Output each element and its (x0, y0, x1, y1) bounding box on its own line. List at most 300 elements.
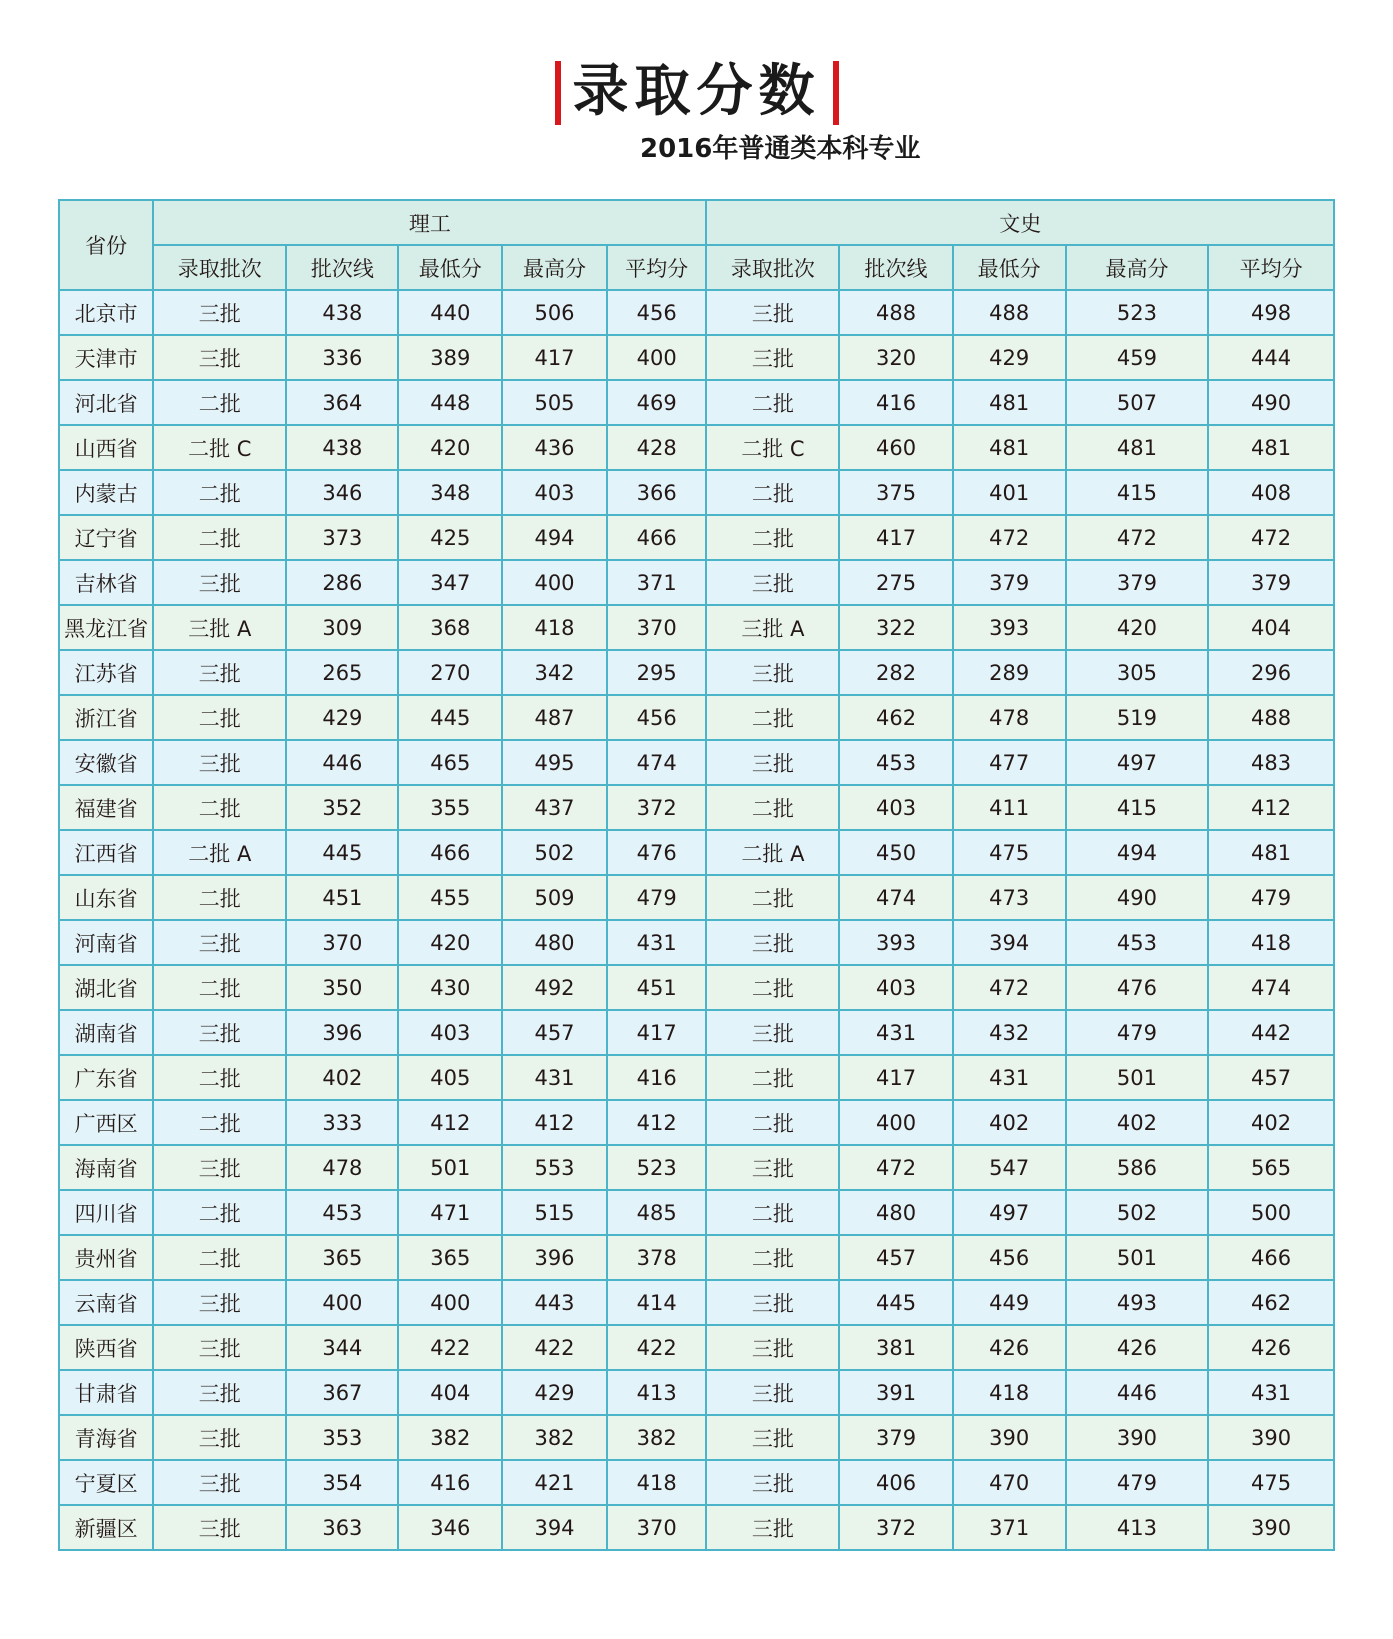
science-max-cell: 412 (502, 1100, 607, 1145)
province-cell: 江西省 (59, 830, 153, 875)
table-row (59, 425, 1334, 470)
arts-max-cell: 507 (1066, 380, 1208, 425)
arts-avg-cell: 390 (1208, 1505, 1334, 1550)
arts-batch-line-cell: 282 (839, 650, 952, 695)
admission-scores-table (58, 199, 1335, 1551)
science-avg-cell: 466 (607, 515, 707, 560)
arts-batch-cell: 二批 (706, 380, 839, 425)
province-cell: 黑龙江省 (59, 605, 153, 650)
science-batch-line-cell: 429 (286, 695, 398, 740)
arts-batch-line-cell: 372 (839, 1505, 952, 1550)
science-batch-cell: 二批 A (153, 830, 286, 875)
province-cell: 内蒙古 (59, 470, 153, 515)
science-max-cell: 480 (502, 920, 607, 965)
science-max-cell: 515 (502, 1190, 607, 1235)
science-batch-cell: 三批 (153, 335, 286, 380)
science-batch-line-cell: 364 (286, 380, 398, 425)
science-batch-line-cell: 336 (286, 335, 398, 380)
arts-min-cell: 402 (953, 1100, 1066, 1145)
arts-min-cell: 418 (953, 1370, 1066, 1415)
arts-min-cell: 426 (953, 1325, 1066, 1370)
science-min-cell: 440 (398, 290, 502, 335)
arts-min-cell: 456 (953, 1235, 1066, 1280)
province-cell: 河北省 (59, 380, 153, 425)
science-batch-line-cell: 446 (286, 740, 398, 785)
arts-batch-line-cell: 457 (839, 1235, 952, 1280)
science-batch-line-cell: 396 (286, 1010, 398, 1055)
science-min-cell: 420 (398, 920, 502, 965)
arts-batch-line-cell: 462 (839, 695, 952, 740)
arts-avg-cell: 462 (1208, 1280, 1334, 1325)
science-avg-cell: 366 (607, 470, 707, 515)
table-row (59, 1505, 1334, 1550)
arts-avg-cell: 481 (1208, 425, 1334, 470)
table-row (59, 290, 1334, 335)
science-avg-cell: 428 (607, 425, 707, 470)
science-min-cell: 466 (398, 830, 502, 875)
arts-avg-cell: 475 (1208, 1460, 1334, 1505)
science-max-cell: 553 (502, 1145, 607, 1190)
table-body (59, 290, 1334, 1550)
province-cell: 吉林省 (59, 560, 153, 605)
province-cell: 陕西省 (59, 1325, 153, 1370)
science-batch-line-cell: 352 (286, 785, 398, 830)
science-batch-line-cell: 367 (286, 1370, 398, 1415)
arts-batch-line-cell: 416 (839, 380, 952, 425)
science-avg-cell: 418 (607, 1460, 707, 1505)
province-cell: 浙江省 (59, 695, 153, 740)
arts-min-cell: 393 (953, 605, 1066, 650)
arts-max-cell: 502 (1066, 1190, 1208, 1235)
arts-batch-cell: 二批 (706, 470, 839, 515)
title-right-bar (833, 61, 839, 125)
arts-max-cell: 413 (1066, 1505, 1208, 1550)
arts-avg-cell: 402 (1208, 1100, 1334, 1145)
arts-batch-line-cell: 400 (839, 1100, 952, 1145)
science-batch-cell: 二批 (153, 695, 286, 740)
science-min-cell: 347 (398, 560, 502, 605)
science-batch-cell: 二批 (153, 470, 286, 515)
science-batch-line-cell: 445 (286, 830, 398, 875)
science-batch-line-cell: 363 (286, 1505, 398, 1550)
science-max-cell: 457 (502, 1010, 607, 1055)
science-avg-cell: 451 (607, 965, 707, 1010)
arts-min-cell: 488 (953, 290, 1066, 335)
arts-min-cell: 481 (953, 425, 1066, 470)
arts-avg-cell: 296 (1208, 650, 1334, 695)
science-min-cell: 420 (398, 425, 502, 470)
arts-min-cell: 478 (953, 695, 1066, 740)
science-avg-cell: 414 (607, 1280, 707, 1325)
arts-batch-cell: 二批 (706, 1190, 839, 1235)
arts-max-cell: 490 (1066, 875, 1208, 920)
table-row (59, 965, 1334, 1010)
science-min-cell: 346 (398, 1505, 502, 1550)
science-min-cell: 389 (398, 335, 502, 380)
arts-batch-line-cell: 406 (839, 1460, 952, 1505)
arts-batch-cell: 三批 A (706, 605, 839, 650)
science-min-cell: 382 (398, 1415, 502, 1460)
science-max-cell: 492 (502, 965, 607, 1010)
science-avg-cell: 523 (607, 1145, 707, 1190)
arts-max-cell: 586 (1066, 1145, 1208, 1190)
science-avg-cell: 400 (607, 335, 707, 380)
science-max-cell: 396 (502, 1235, 607, 1280)
science-batch-line-cell: 478 (286, 1145, 398, 1190)
arts-batch-cell: 二批 (706, 1100, 839, 1145)
sub-header-science-batch-line: 批次线 (286, 245, 398, 290)
arts-avg-cell: 479 (1208, 875, 1334, 920)
arts-min-cell: 481 (953, 380, 1066, 425)
arts-min-cell: 411 (953, 785, 1066, 830)
science-max-cell: 422 (502, 1325, 607, 1370)
table-row (59, 470, 1334, 515)
arts-avg-cell: 490 (1208, 380, 1334, 425)
science-avg-cell: 474 (607, 740, 707, 785)
arts-batch-cell: 三批 (706, 920, 839, 965)
arts-avg-cell: 488 (1208, 695, 1334, 740)
arts-batch-cell: 二批 C (706, 425, 839, 470)
sub-header-arts-batch-line: 批次线 (839, 245, 952, 290)
arts-batch-cell: 二批 (706, 1235, 839, 1280)
province-cell: 新疆区 (59, 1505, 153, 1550)
science-min-cell: 403 (398, 1010, 502, 1055)
sub-header-arts-batch: 录取批次 (706, 245, 839, 290)
arts-batch-cell: 三批 (706, 1010, 839, 1055)
arts-batch-line-cell: 431 (839, 1010, 952, 1055)
arts-batch-cell: 二批 (706, 695, 839, 740)
science-batch-cell: 三批 (153, 1145, 286, 1190)
arts-max-cell: 426 (1066, 1325, 1208, 1370)
science-max-cell: 418 (502, 605, 607, 650)
arts-min-cell: 394 (953, 920, 1066, 965)
table-row (59, 1235, 1334, 1280)
province-cell: 甘肃省 (59, 1370, 153, 1415)
arts-max-cell: 501 (1066, 1235, 1208, 1280)
arts-batch-line-cell: 460 (839, 425, 952, 470)
table-row (59, 1415, 1334, 1460)
arts-max-cell: 446 (1066, 1370, 1208, 1415)
province-cell: 云南省 (59, 1280, 153, 1325)
science-min-cell: 412 (398, 1100, 502, 1145)
arts-max-cell: 501 (1066, 1055, 1208, 1100)
arts-avg-cell: 442 (1208, 1010, 1334, 1055)
arts-min-cell: 449 (953, 1280, 1066, 1325)
science-batch-cell: 三批 (153, 1280, 286, 1325)
science-avg-cell: 370 (607, 1505, 707, 1550)
science-max-cell: 495 (502, 740, 607, 785)
page-title (555, 55, 839, 127)
science-avg-cell: 371 (607, 560, 707, 605)
arts-batch-line-cell: 445 (839, 1280, 952, 1325)
table-row (59, 1145, 1334, 1190)
arts-min-cell: 289 (953, 650, 1066, 695)
province-cell: 海南省 (59, 1145, 153, 1190)
arts-avg-cell: 474 (1208, 965, 1334, 1010)
sub-header-science-avg: 平均分 (607, 245, 707, 290)
arts-batch-cell: 三批 (706, 1325, 839, 1370)
arts-max-cell: 481 (1066, 425, 1208, 470)
science-max-cell: 417 (502, 335, 607, 380)
arts-batch-line-cell: 403 (839, 785, 952, 830)
science-min-cell: 422 (398, 1325, 502, 1370)
arts-batch-cell: 三批 (706, 650, 839, 695)
science-min-cell: 405 (398, 1055, 502, 1100)
science-min-cell: 355 (398, 785, 502, 830)
science-batch-cell: 三批 (153, 1505, 286, 1550)
group-header-liberal-arts: 文史 (706, 200, 1334, 245)
table-row (59, 1190, 1334, 1235)
science-batch-cell: 三批 (153, 560, 286, 605)
sub-header-row (59, 245, 1334, 290)
sub-header-science-batch: 录取批次 (153, 245, 286, 290)
science-min-cell: 455 (398, 875, 502, 920)
science-max-cell: 421 (502, 1460, 607, 1505)
science-min-cell: 365 (398, 1235, 502, 1280)
science-batch-cell: 二批 (153, 1190, 286, 1235)
province-cell: 青海省 (59, 1415, 153, 1460)
science-batch-cell: 三批 (153, 1325, 286, 1370)
arts-max-cell: 479 (1066, 1460, 1208, 1505)
science-avg-cell: 370 (607, 605, 707, 650)
arts-max-cell: 494 (1066, 830, 1208, 875)
arts-avg-cell: 431 (1208, 1370, 1334, 1415)
arts-min-cell: 470 (953, 1460, 1066, 1505)
arts-min-cell: 475 (953, 830, 1066, 875)
table-row (59, 1460, 1334, 1505)
arts-batch-line-cell: 320 (839, 335, 952, 380)
province-cell: 广西区 (59, 1100, 153, 1145)
arts-avg-cell: 483 (1208, 740, 1334, 785)
title-left-bar (555, 61, 561, 125)
group-header-science: 理工 (153, 200, 706, 245)
province-cell: 湖北省 (59, 965, 153, 1010)
province-cell: 河南省 (59, 920, 153, 965)
province-cell: 广东省 (59, 1055, 153, 1100)
arts-batch-cell: 三批 (706, 1505, 839, 1550)
science-batch-line-cell: 286 (286, 560, 398, 605)
province-cell: 江苏省 (59, 650, 153, 695)
science-batch-cell: 二批 C (153, 425, 286, 470)
arts-max-cell: 379 (1066, 560, 1208, 605)
science-min-cell: 270 (398, 650, 502, 695)
arts-batch-cell: 三批 (706, 1370, 839, 1415)
science-avg-cell: 456 (607, 695, 707, 740)
science-max-cell: 342 (502, 650, 607, 695)
science-avg-cell: 456 (607, 290, 707, 335)
arts-max-cell: 415 (1066, 785, 1208, 830)
sub-header-arts-avg: 平均分 (1208, 245, 1334, 290)
science-batch-line-cell: 438 (286, 290, 398, 335)
science-max-cell: 494 (502, 515, 607, 560)
science-batch-cell: 三批 (153, 740, 286, 785)
province-cell: 宁夏区 (59, 1460, 153, 1505)
arts-batch-cell: 三批 (706, 1415, 839, 1460)
province-cell: 北京市 (59, 290, 153, 335)
science-batch-cell: 二批 (153, 1235, 286, 1280)
science-batch-cell: 三批 (153, 1010, 286, 1055)
science-min-cell: 430 (398, 965, 502, 1010)
arts-batch-cell: 二批 (706, 785, 839, 830)
arts-max-cell: 453 (1066, 920, 1208, 965)
science-max-cell: 394 (502, 1505, 607, 1550)
science-batch-line-cell: 309 (286, 605, 398, 650)
science-avg-cell: 485 (607, 1190, 707, 1235)
science-batch-line-cell: 370 (286, 920, 398, 965)
arts-avg-cell: 426 (1208, 1325, 1334, 1370)
science-avg-cell: 431 (607, 920, 707, 965)
province-cell: 天津市 (59, 335, 153, 380)
table-row (59, 515, 1334, 560)
arts-min-cell: 477 (953, 740, 1066, 785)
science-min-cell: 448 (398, 380, 502, 425)
science-batch-line-cell: 265 (286, 650, 398, 695)
science-batch-line-cell: 344 (286, 1325, 398, 1370)
science-min-cell: 465 (398, 740, 502, 785)
science-min-cell: 400 (398, 1280, 502, 1325)
science-avg-cell: 378 (607, 1235, 707, 1280)
arts-max-cell: 479 (1066, 1010, 1208, 1055)
arts-min-cell: 473 (953, 875, 1066, 920)
province-cell: 安徽省 (59, 740, 153, 785)
arts-batch-line-cell: 322 (839, 605, 952, 650)
arts-batch-cell: 三批 (706, 1145, 839, 1190)
science-batch-cell: 二批 (153, 515, 286, 560)
table-row (59, 335, 1334, 380)
science-avg-cell: 382 (607, 1415, 707, 1460)
province-header: 省份 (59, 200, 153, 290)
arts-max-cell: 523 (1066, 290, 1208, 335)
table-row (59, 560, 1334, 605)
science-max-cell: 382 (502, 1415, 607, 1460)
science-max-cell: 487 (502, 695, 607, 740)
science-max-cell: 403 (502, 470, 607, 515)
science-batch-cell: 三批 (153, 290, 286, 335)
page-subtitle: 2016年普通类本科专业 (640, 134, 921, 164)
science-batch-cell: 二批 (153, 1100, 286, 1145)
arts-max-cell: 493 (1066, 1280, 1208, 1325)
science-batch-line-cell: 350 (286, 965, 398, 1010)
sub-header-arts-max: 最高分 (1066, 245, 1208, 290)
science-max-cell: 505 (502, 380, 607, 425)
arts-avg-cell: 565 (1208, 1145, 1334, 1190)
arts-batch-line-cell: 453 (839, 740, 952, 785)
province-cell: 山西省 (59, 425, 153, 470)
arts-batch-cell: 二批 (706, 875, 839, 920)
sub-header-science-max: 最高分 (502, 245, 607, 290)
science-min-cell: 501 (398, 1145, 502, 1190)
arts-batch-line-cell: 474 (839, 875, 952, 920)
arts-batch-line-cell: 480 (839, 1190, 952, 1235)
arts-batch-cell: 三批 (706, 1280, 839, 1325)
arts-batch-line-cell: 275 (839, 560, 952, 605)
science-batch-line-cell: 400 (286, 1280, 398, 1325)
arts-batch-line-cell: 393 (839, 920, 952, 965)
province-cell: 湖南省 (59, 1010, 153, 1055)
arts-avg-cell: 408 (1208, 470, 1334, 515)
arts-avg-cell: 457 (1208, 1055, 1334, 1100)
science-min-cell: 471 (398, 1190, 502, 1235)
table-row (59, 1010, 1334, 1055)
arts-max-cell: 420 (1066, 605, 1208, 650)
science-batch-line-cell: 353 (286, 1415, 398, 1460)
title-block (0, 55, 1393, 127)
arts-avg-cell: 444 (1208, 335, 1334, 380)
arts-batch-cell: 二批 (706, 515, 839, 560)
arts-batch-cell: 二批 (706, 1055, 839, 1100)
science-batch-cell: 三批 (153, 1370, 286, 1415)
arts-avg-cell: 390 (1208, 1415, 1334, 1460)
table-row (59, 740, 1334, 785)
table-row (59, 1100, 1334, 1145)
science-batch-line-cell: 453 (286, 1190, 398, 1235)
arts-avg-cell: 481 (1208, 830, 1334, 875)
science-max-cell: 436 (502, 425, 607, 470)
arts-batch-line-cell: 417 (839, 515, 952, 560)
table-row (59, 1055, 1334, 1100)
science-min-cell: 368 (398, 605, 502, 650)
sub-header-science-min: 最低分 (398, 245, 502, 290)
arts-avg-cell: 404 (1208, 605, 1334, 650)
arts-batch-line-cell: 417 (839, 1055, 952, 1100)
science-max-cell: 400 (502, 560, 607, 605)
arts-avg-cell: 466 (1208, 1235, 1334, 1280)
table-row (59, 1325, 1334, 1370)
science-max-cell: 502 (502, 830, 607, 875)
science-batch-cell: 三批 A (153, 605, 286, 650)
arts-min-cell: 371 (953, 1505, 1066, 1550)
province-cell: 四川省 (59, 1190, 153, 1235)
arts-max-cell: 415 (1066, 470, 1208, 515)
arts-min-cell: 432 (953, 1010, 1066, 1055)
science-batch-cell: 二批 (153, 785, 286, 830)
arts-avg-cell: 418 (1208, 920, 1334, 965)
arts-batch-cell: 三批 (706, 1460, 839, 1505)
science-batch-cell: 三批 (153, 920, 286, 965)
science-avg-cell: 476 (607, 830, 707, 875)
arts-batch-cell: 三批 (706, 290, 839, 335)
table-row (59, 1280, 1334, 1325)
province-cell: 山东省 (59, 875, 153, 920)
arts-max-cell: 459 (1066, 335, 1208, 380)
arts-max-cell: 402 (1066, 1100, 1208, 1145)
table-row (59, 380, 1334, 425)
science-batch-line-cell: 451 (286, 875, 398, 920)
group-header-row (59, 200, 1334, 245)
arts-batch-line-cell: 379 (839, 1415, 952, 1460)
science-batch-line-cell: 354 (286, 1460, 398, 1505)
science-avg-cell: 372 (607, 785, 707, 830)
sub-header-arts-min: 最低分 (953, 245, 1066, 290)
arts-min-cell: 472 (953, 515, 1066, 560)
science-batch-cell: 二批 (153, 380, 286, 425)
arts-avg-cell: 498 (1208, 290, 1334, 335)
arts-batch-cell: 三批 (706, 740, 839, 785)
table-row (59, 605, 1334, 650)
science-avg-cell: 479 (607, 875, 707, 920)
arts-batch-line-cell: 472 (839, 1145, 952, 1190)
science-min-cell: 404 (398, 1370, 502, 1415)
arts-max-cell: 497 (1066, 740, 1208, 785)
arts-avg-cell: 412 (1208, 785, 1334, 830)
science-max-cell: 443 (502, 1280, 607, 1325)
science-batch-line-cell: 346 (286, 470, 398, 515)
science-avg-cell: 295 (607, 650, 707, 695)
arts-min-cell: 379 (953, 560, 1066, 605)
arts-min-cell: 401 (953, 470, 1066, 515)
arts-batch-cell: 二批 A (706, 830, 839, 875)
science-max-cell: 429 (502, 1370, 607, 1415)
